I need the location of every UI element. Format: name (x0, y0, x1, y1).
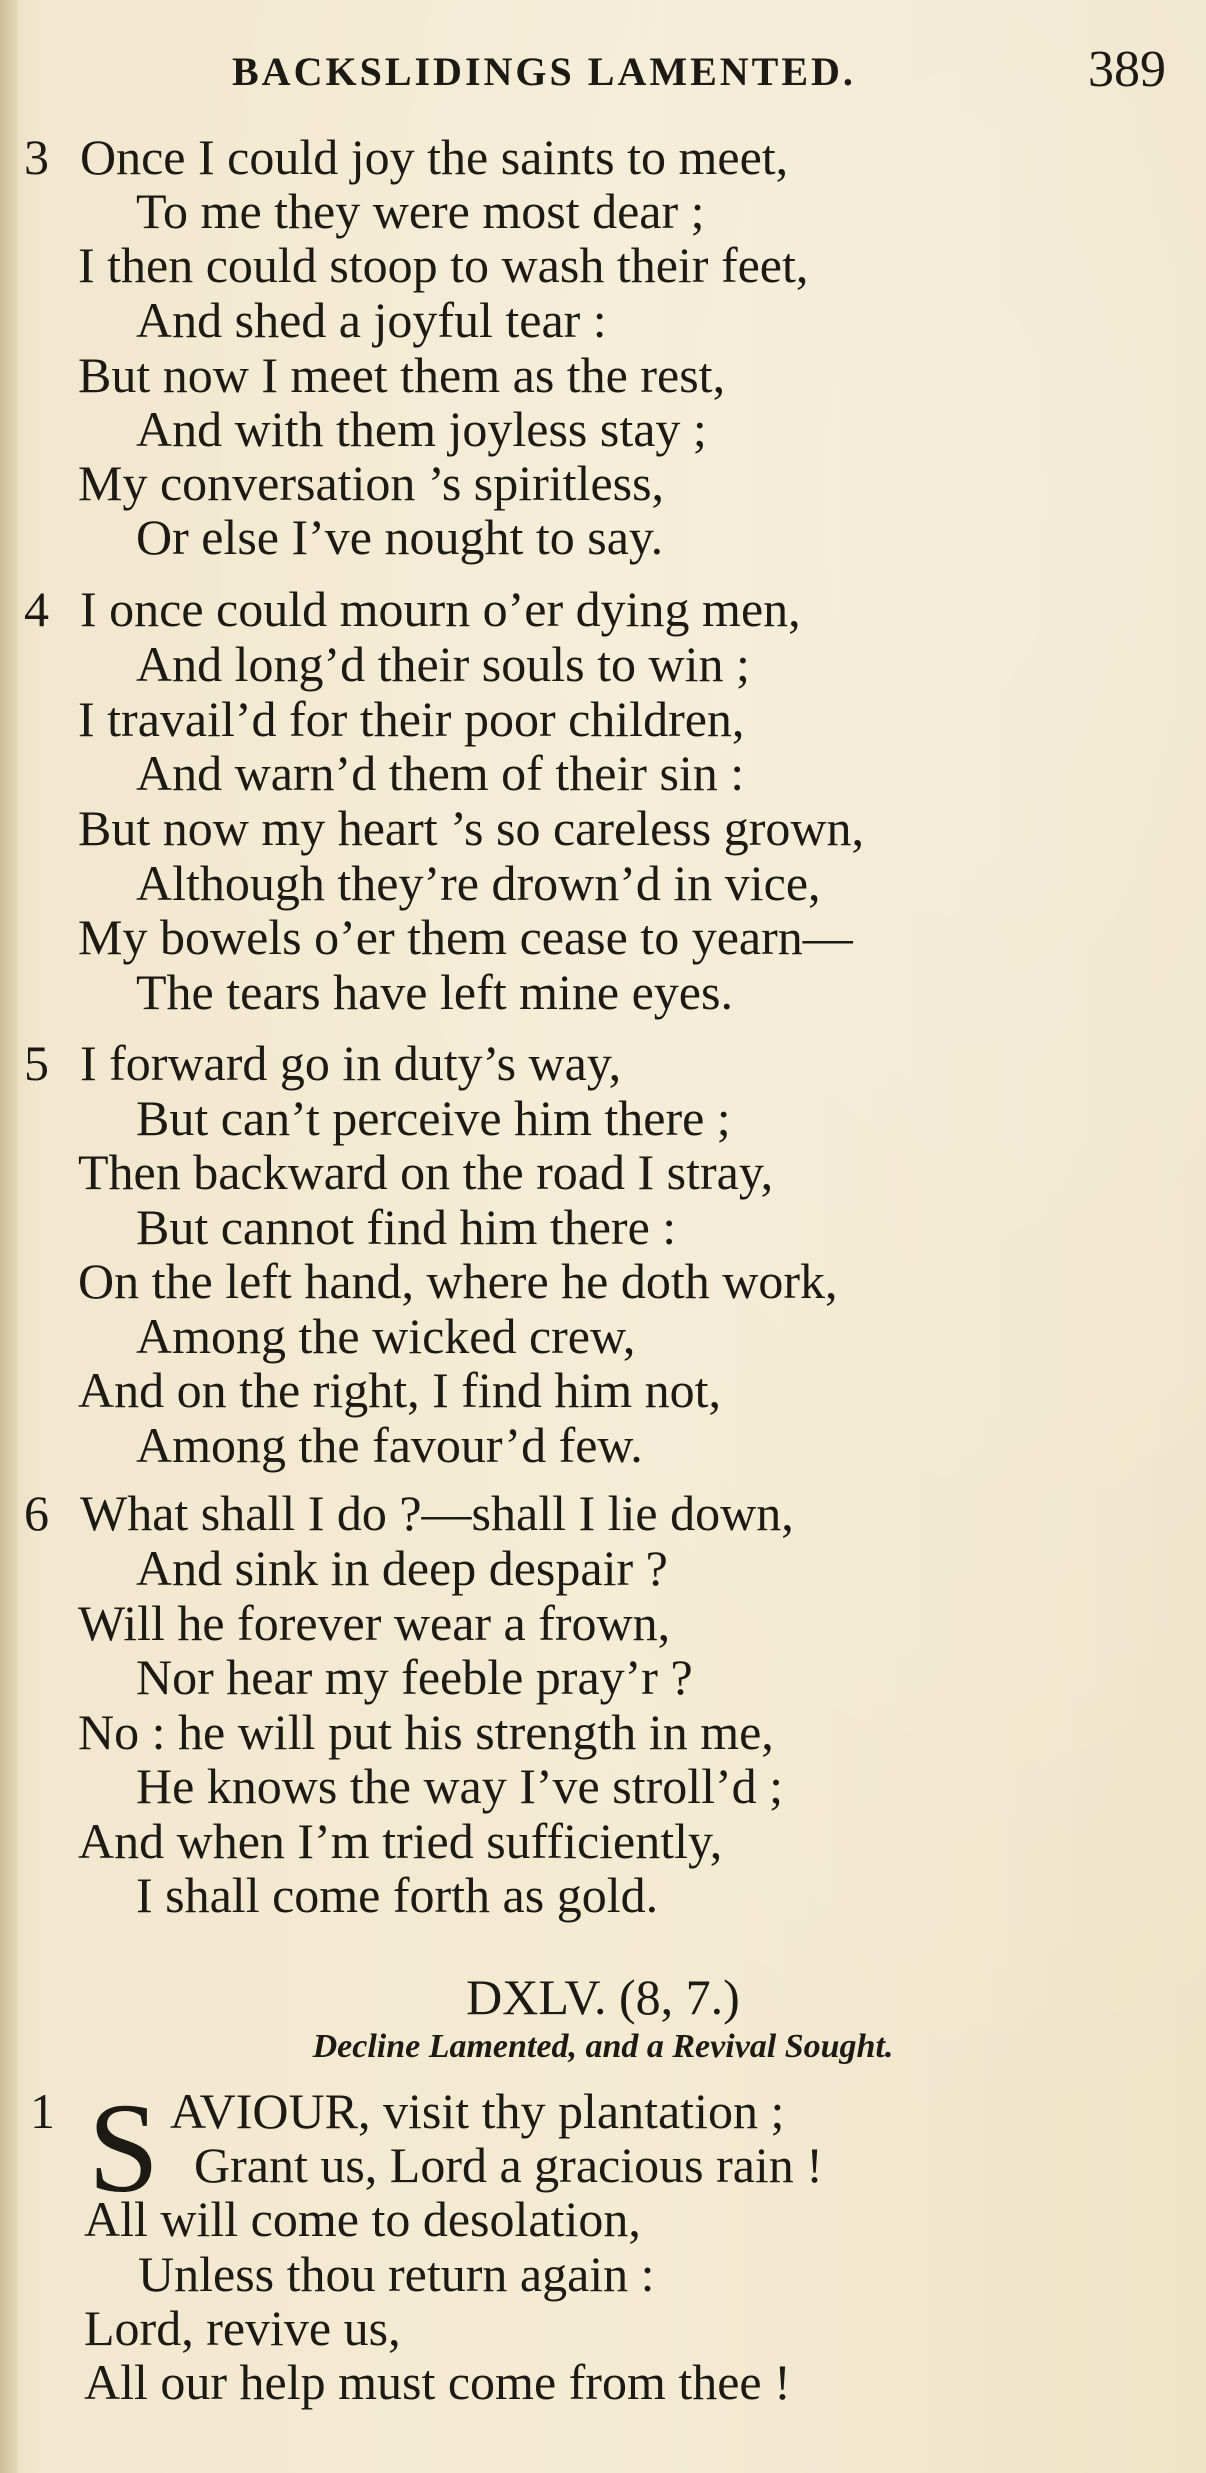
verse-line: What shall I do ?—shall I lie down, (80, 1485, 794, 1541)
hymn-title: DXLV. (8, 7.) (466, 1969, 740, 2025)
verse-line: I once could mourn o’er dying men, (80, 581, 801, 637)
verse-line: All will come to desolation, (84, 2191, 641, 2247)
verse-line: Or else I’ve nought to say. (136, 509, 664, 565)
drop-cap: S (88, 2077, 160, 2219)
verse-line: Once I could joy the saints to meet, (80, 129, 789, 185)
running-head: BACKSLIDINGS LAMENTED. (232, 49, 856, 94)
verse-line: To me they were most dear ; (136, 183, 705, 239)
verse-line: No : he will put his strength in me, (78, 1704, 774, 1760)
verse-line: And when I’m tried sufficiently, (78, 1813, 723, 1869)
verse-line: Among the favour’d few. (136, 1417, 643, 1473)
verse-line: And on the right, I find him not, (78, 1362, 721, 1418)
verse-line: AVIOUR, visit thy plantation ; (170, 2083, 785, 2139)
verse-line: The tears have left mine eyes. (136, 964, 733, 1020)
verse-line: Then backward on the road I stray, (78, 1144, 774, 1200)
stanza-number: 4 (24, 581, 49, 637)
verse-line: Grant us, Lord a gracious rain ! (194, 2137, 823, 2193)
verse-line: Lord, revive us, (84, 2300, 401, 2356)
verse-line: Nor hear my feeble pray’r ? (136, 1649, 693, 1705)
verse-line: I forward go in duty’s way, (80, 1035, 622, 1091)
verse-line: I then could stoop to wash their feet, (78, 237, 809, 293)
hymn-subtitle: Decline Lamented, and a Revival Sought. (312, 2028, 894, 2065)
stanza-number: 6 (24, 1485, 49, 1541)
verse-line: And with them joyless stay ; (136, 401, 707, 457)
verse-line: Among the wicked crew, (136, 1308, 636, 1364)
verse-line: But now my heart ’s so careless grown, (78, 800, 864, 856)
verse-line: My bowels o’er them cease to yearn— (78, 909, 853, 965)
page-header (0, 40, 1206, 100)
verse-line: I shall come forth as gold. (136, 1867, 659, 1923)
page-gutter-edge (0, 0, 18, 2473)
page-number: 389 (1088, 41, 1166, 98)
stanza-number: 5 (24, 1035, 49, 1091)
verse-line: Unless thou return again : (138, 2246, 655, 2302)
verse-line: But now I meet them as the rest, (78, 347, 726, 403)
verse-line: And warn’d them of their sin : (136, 745, 745, 801)
verse-line: I travail’d for their poor children, (78, 691, 745, 747)
verse-line: My conversation ’s spiritless, (78, 455, 665, 511)
verse-line: And long’d their souls to win ; (136, 636, 750, 692)
verse-line: And shed a joyful tear : (136, 292, 607, 348)
verse-line: Will he forever wear a frown, (78, 1595, 671, 1651)
stanza-number: 3 (24, 129, 49, 185)
verse-line: He knows the way I’ve stroll’d ; (136, 1758, 784, 1814)
verse-line: On the left hand, where he doth work, (78, 1253, 838, 1309)
stanza-number: 1 (30, 2083, 55, 2139)
verse-line: And sink in deep despair ? (136, 1540, 668, 1596)
verse-line: All our help must come from thee ! (84, 2354, 791, 2410)
verse-line: But cannot find him there : (136, 1199, 677, 1255)
verse-line: Although they’re drown’d in vice, (136, 855, 821, 911)
verse-line: But can’t perceive him there ; (136, 1090, 731, 1146)
